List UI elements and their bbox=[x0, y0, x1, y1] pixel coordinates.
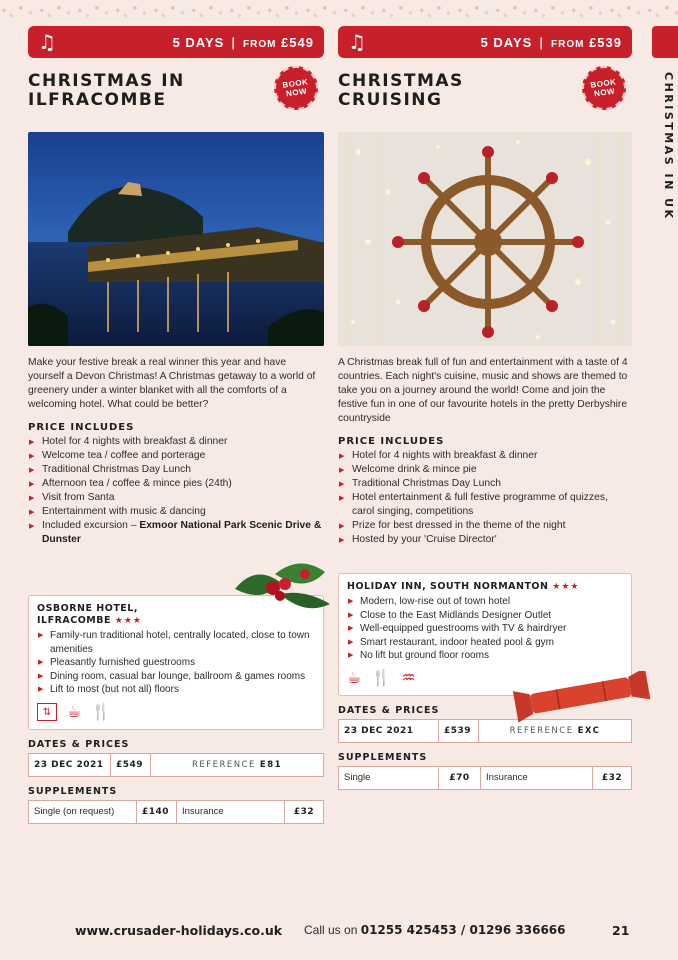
supplement-single-price: £70 bbox=[439, 767, 481, 789]
supplements-row bbox=[338, 766, 632, 790]
lift-icon: ⇅ bbox=[37, 703, 57, 721]
from-label: FROM bbox=[243, 38, 277, 50]
list-item: ▶ Modern, low-rise out of town hotel bbox=[347, 595, 623, 609]
tour-title: CHRISTMAS CRUISING bbox=[338, 71, 464, 110]
section-tab-marker bbox=[652, 26, 678, 58]
page-number: 21 bbox=[612, 922, 630, 938]
star-rating: ★★★ bbox=[114, 616, 143, 626]
tour-column-christmas-cruising bbox=[338, 26, 632, 790]
restaurant-icon: 🍴 bbox=[371, 667, 392, 687]
list-item: ▶ Afternoon tea / coffee & mince pies (24th) bbox=[28, 477, 324, 491]
list-item: ▶ Prize for best dressed in the theme of the night bbox=[338, 519, 632, 533]
supplement-insurance-label: Insurance bbox=[481, 767, 593, 789]
duration-price-banner: ♫ 5 DAYS | FROM £539 bbox=[338, 26, 632, 58]
section-label-vertical: CHRISTMAS IN UK bbox=[662, 72, 675, 221]
book-now-badge[interactable]: BOOK NOW bbox=[579, 63, 629, 113]
list-item: ▶ No lift but ground floor rooms bbox=[347, 649, 623, 663]
price-includes-list bbox=[28, 435, 324, 547]
music-note-icon: ♫ bbox=[348, 30, 366, 54]
price-includes-list bbox=[338, 449, 632, 547]
departure-price: £549 bbox=[111, 754, 151, 776]
reference-code: REFERENCE E81 bbox=[191, 759, 283, 770]
tour-duration: 5 DAYS bbox=[172, 34, 225, 50]
list-item: ▶ Visit from Santa bbox=[28, 491, 324, 505]
departure-date: 23 DEC 2021 bbox=[339, 720, 439, 742]
list-item: ▶ Pleasantly furnished guestrooms bbox=[37, 656, 315, 670]
tour-price: £539 bbox=[589, 34, 622, 50]
price-includes-heading: PRICE INCLUDES bbox=[28, 422, 135, 433]
hotel-info-box bbox=[338, 573, 632, 696]
contact-phones: Call us on 01255 425453 / 01296 336666 bbox=[304, 923, 566, 937]
christmas-cracker-icon bbox=[513, 671, 653, 723]
tour-description: Make your festive break a real winner this year and have yourself a Devon Christmas! A Christmas getaway to a world of greenery under a winter blanket with all the comforts of a welcoming hotel. What could be better? bbox=[28, 357, 316, 410]
coffee-icon: ☕ bbox=[347, 667, 362, 687]
tour-description: A Christmas break full of fun and entertainment with a taste of 4 countries. Each night's cuisine, music and shows are themed to take you on a journey around the world! Come and join the festive fun in one of our favourite hotels in the pretty Derbyshire countryside bbox=[338, 357, 628, 424]
list-item: ▶ Traditional Christmas Day Lunch bbox=[338, 477, 632, 491]
coffee-icon: ☕ bbox=[67, 701, 82, 721]
list-item: ▶ Included excursion – Exmoor National Park Scenic Drive & Dunster bbox=[28, 519, 324, 547]
list-item: ▶ Well-equipped guestrooms with TV & hairdryer bbox=[347, 622, 623, 636]
hotel-info-box bbox=[28, 595, 324, 730]
swimming-pool-icon: ♒ bbox=[401, 667, 416, 687]
hotel-features-list bbox=[347, 595, 623, 663]
supplement-single-price: £140 bbox=[137, 801, 177, 823]
hotel-features-list bbox=[37, 629, 315, 697]
supplements-heading: SUPPLEMENTS bbox=[338, 751, 428, 763]
dates-prices-heading: DATES & PRICES bbox=[28, 738, 130, 750]
dates-prices-heading: DATES & PRICES bbox=[338, 704, 440, 716]
list-item: ▶ Hotel for 4 nights with breakfast & dinner bbox=[28, 435, 324, 449]
supplement-insurance-price: £32 bbox=[601, 772, 623, 783]
list-item: ▶ Hotel entertainment & full festive programme of quizzes, carol singing, competitions bbox=[338, 491, 632, 519]
supplement-single-label: Single (on request) bbox=[29, 801, 137, 823]
book-now-badge[interactable]: BOOK NOW bbox=[271, 63, 321, 113]
price-includes-heading: PRICE INCLUDES bbox=[338, 436, 445, 447]
duration-price-banner: ♫ 5 DAYS | FROM £549 bbox=[28, 26, 324, 58]
ships-wheel-photo bbox=[338, 132, 632, 346]
supplements-row bbox=[28, 800, 324, 824]
list-item: ▶ Hosted by your 'Cruise Director' bbox=[338, 533, 632, 547]
departure-date: 23 DEC 2021 bbox=[29, 754, 111, 776]
website-link[interactable]: www.crusader-holidays.co.uk bbox=[75, 922, 283, 938]
list-item: ▶ Traditional Christmas Day Lunch bbox=[28, 463, 324, 477]
list-item: ▶ Welcome tea / coffee and porterage bbox=[28, 449, 324, 463]
list-item: ▶ Lift to most (but not all) floors bbox=[37, 683, 315, 697]
departure-price: £539 bbox=[439, 720, 479, 742]
music-note-icon: ♫ bbox=[38, 30, 56, 54]
tour-duration: 5 DAYS bbox=[480, 34, 533, 50]
supplements-heading: SUPPLEMENTS bbox=[28, 785, 118, 797]
tour-column-ilfracombe bbox=[28, 26, 324, 824]
tour-title: CHRISTMAS IN ILFRACOMBE bbox=[28, 71, 185, 110]
from-label: FROM bbox=[551, 38, 585, 50]
list-item: ▶ Smart restaurant, indoor heated pool & gym bbox=[347, 636, 623, 650]
hotel-name: HOLIDAY INN, SOUTH NORMANTON ★★★ bbox=[347, 581, 580, 592]
list-item: ▶ Entertainment with music & dancing bbox=[28, 505, 324, 519]
restaurant-icon: 🍴 bbox=[91, 701, 112, 721]
supplement-insurance-label: Insurance bbox=[177, 801, 285, 823]
list-item: ▶ Close to the East Midlands Designer Outlet bbox=[347, 609, 623, 623]
reference-code: REFERENCE EXC bbox=[509, 725, 601, 736]
page-footer bbox=[0, 920, 678, 940]
dates-prices-row bbox=[28, 753, 324, 777]
supplement-single-label: Single bbox=[339, 767, 439, 789]
list-item: ▶ Family-run traditional hotel, centrally located, close to town amenities bbox=[37, 629, 315, 656]
amenity-icons bbox=[37, 703, 315, 721]
supplement-insurance-price: £32 bbox=[293, 806, 315, 817]
festive-sparkle-border bbox=[0, 0, 678, 26]
holly-decoration-icon bbox=[225, 554, 335, 616]
hotel-name: OSBORNE HOTEL, ILFRACOMBE ★★★ bbox=[37, 603, 143, 626]
list-item: ▶ Hotel for 4 nights with breakfast & dinner bbox=[338, 449, 632, 463]
tour-price: £549 bbox=[281, 34, 314, 50]
star-rating: ★★★ bbox=[552, 582, 580, 592]
list-item: ▶ Welcome drink & mince pie bbox=[338, 463, 632, 477]
list-item: ▶ Dining room, casual bar lounge, ballroom & games rooms bbox=[37, 670, 315, 684]
ilfracombe-harbour-photo bbox=[28, 132, 324, 346]
